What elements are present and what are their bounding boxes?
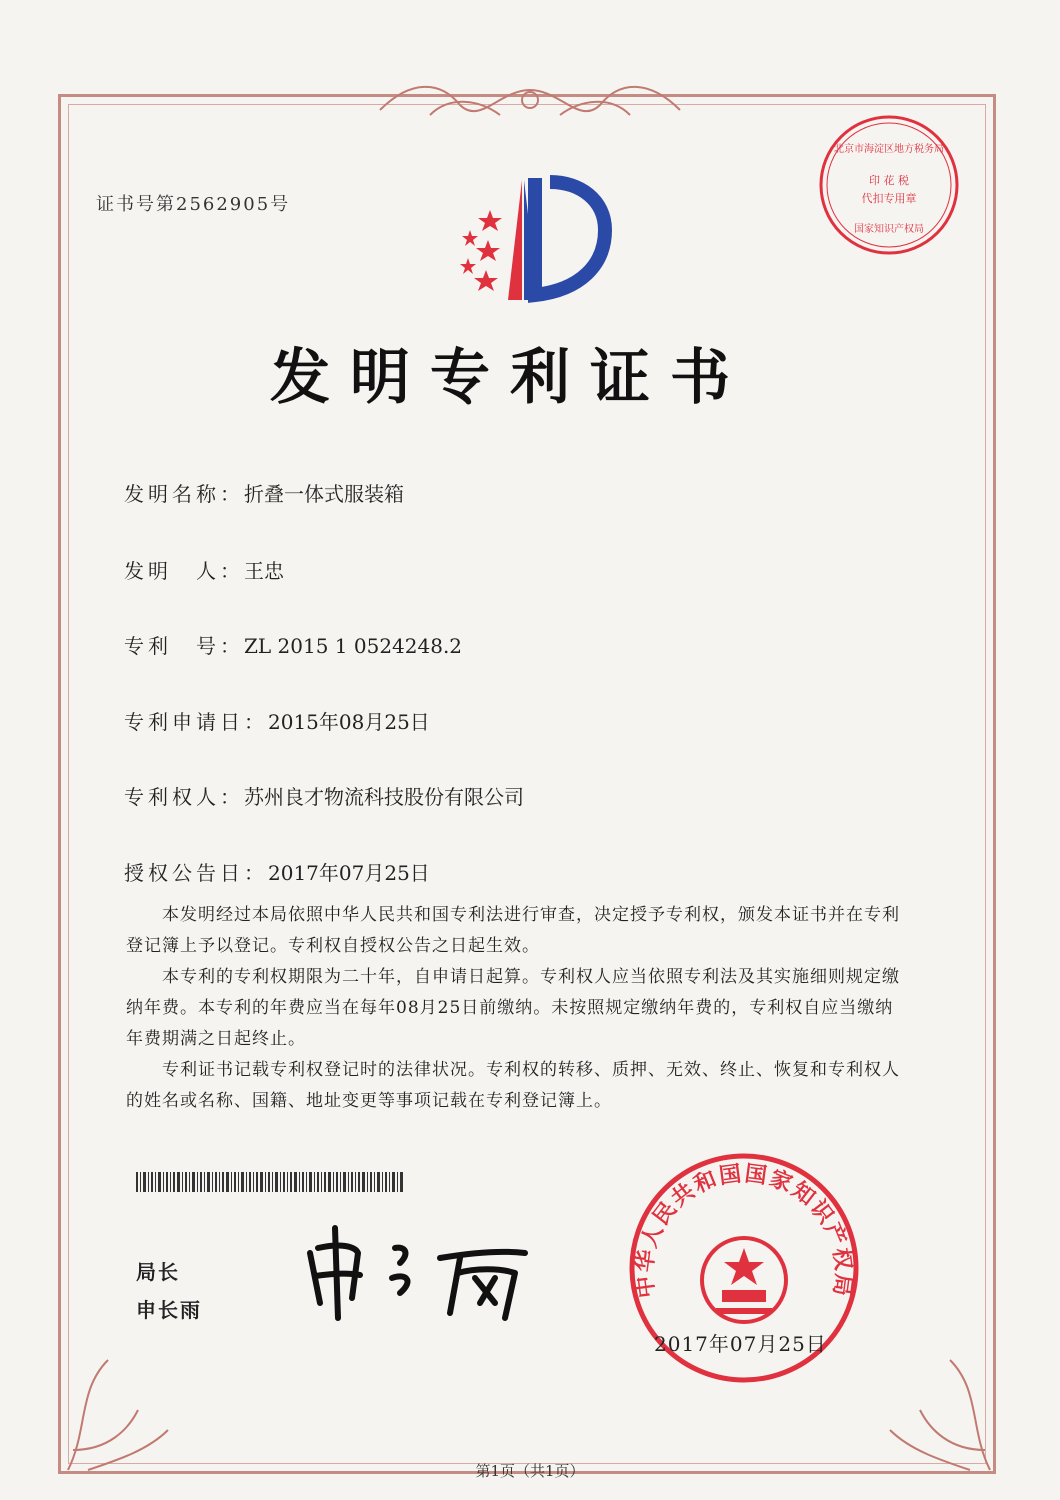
patentee-label: 专利权人： xyxy=(124,785,244,809)
signatory-title: 局长 xyxy=(136,1260,180,1284)
inventor-field xyxy=(124,555,284,584)
svg-text:印 花 税: 印 花 税 xyxy=(869,174,909,187)
patent-number-field xyxy=(124,630,462,659)
bottom-left-ornament xyxy=(58,1330,178,1480)
svg-text:代扣专用章: 代扣专用章 xyxy=(861,192,917,205)
body-paragraph-3: 专利证书记载专利权登记时的法律状况。专利权的转移、质押、无效、终止、恢复和专利权人的姓名或名称、国籍、地址变更等事项记载在专利登记簿上。 xyxy=(126,1060,900,1111)
invention-name-value: 折叠一体式服装箱 xyxy=(244,482,404,506)
grant-date-value: 2017年07月25日 xyxy=(268,861,430,885)
patentee-field xyxy=(124,781,524,810)
body-paragraph-2: 本专利的专利权期限为二十年，自申请日起算。专利权人应当依照专利法及其实施细则规定缴纳年费。本专利的年费应当在每年08月25日前缴纳。未按照规定缴纳年费的，专利权自应当缴纳年费期满之日起终止。 xyxy=(126,967,900,1049)
patentee-value: 苏州良才物流科技股份有限公司 xyxy=(244,785,524,809)
barcode-icon xyxy=(136,1172,404,1192)
certificate-number: 证书号第2562905号 xyxy=(96,194,291,215)
bottom-right-ornament xyxy=(880,1330,1000,1480)
inventor-value: 王忠 xyxy=(244,559,284,583)
svg-text:国家知识产权局: 国家知识产权局 xyxy=(854,224,924,235)
patent-office-logo-icon xyxy=(440,170,620,305)
patent-number-label: 专利 号： xyxy=(124,634,244,658)
svg-text:中华人民共和国国家知识产权局: 中华人民共和国国家知识产权局 xyxy=(631,1160,857,1300)
tax-stamp-seal-icon xyxy=(816,112,962,258)
handwritten-signature xyxy=(300,1218,540,1328)
invention-name-field xyxy=(124,478,404,507)
grant-date-label: 授权公告日： xyxy=(124,861,268,885)
application-date-label: 专利申请日： xyxy=(124,710,268,734)
inventor-label: 发明 人： xyxy=(124,559,244,583)
page-number: 第1页（共1页） xyxy=(475,1462,585,1480)
top-ornament xyxy=(370,70,690,130)
certificate-body xyxy=(126,900,906,1117)
application-date-value: 2015年08月25日 xyxy=(268,710,430,734)
application-date-field xyxy=(124,706,430,735)
document-title: 发明专利证书 xyxy=(270,343,750,413)
patent-number-value: ZL 2015 1 0524248.2 xyxy=(244,634,463,658)
invention-name-label: 发明名称： xyxy=(124,482,244,506)
body-paragraph-1: 本发明经过本局依照中华人民共和国专利法进行审查，决定授予专利权，颁发本证书并在专利登记簿上予以登记。专利权自授权公告之日起生效。 xyxy=(126,905,900,956)
grant-date-field xyxy=(124,857,430,886)
signatory-name: 申长雨 xyxy=(136,1298,202,1322)
seal-date: 2017年07月25日 xyxy=(654,1332,827,1356)
svg-text:北京市海淀区地方税务局: 北京市海淀区地方税务局 xyxy=(834,144,944,155)
